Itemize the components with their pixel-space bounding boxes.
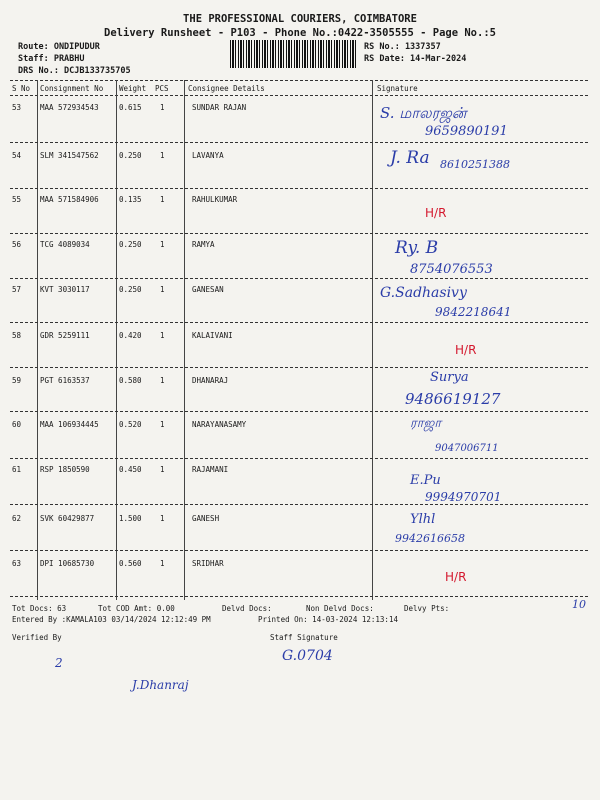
row-consignee: DHANARAJ xyxy=(192,376,229,385)
row-pcs: 1 xyxy=(160,151,165,160)
entered-by: Entered By :KAMALA103 03/14/2024 12:12:49 PM xyxy=(12,615,211,624)
row-signature: G.Sadhasivy xyxy=(380,285,467,301)
row-consignee: KALAIVANI xyxy=(192,331,233,340)
rs-date: RS Date: 14-Mar-2024 xyxy=(364,54,467,64)
row-status: H/R xyxy=(425,206,447,220)
runsheet-subtitle: Delivery Runsheet - P103 - Phone No.:0422-3505555 - Page No.:5 xyxy=(104,27,496,39)
row-consignee: NARAYANASAMY xyxy=(192,420,247,429)
row-consignment: TCG 4089034 xyxy=(40,240,90,249)
row-consignee: RAJAMANI xyxy=(192,465,229,474)
col-divider xyxy=(372,80,373,600)
row-consignment: RSP 1850590 xyxy=(40,465,90,474)
row-consignee: RAHULKUMAR xyxy=(192,195,238,204)
row-consignee: LAVANYA xyxy=(192,151,224,160)
row-signature: Ylhl xyxy=(410,512,436,527)
row-phone: 9994970701 xyxy=(425,490,502,504)
row-divider xyxy=(10,458,588,459)
row-weight: 0.560 xyxy=(119,559,142,568)
handwritten-count: 10 xyxy=(572,598,586,611)
row-phone: 8610251388 xyxy=(440,158,510,171)
row-consignee: SUNDAR RAJAN xyxy=(192,103,247,112)
row-divider xyxy=(10,504,588,505)
row-consignment: SVK 60429877 xyxy=(40,514,95,523)
row-signature: S. மாலரஜன் xyxy=(380,104,467,122)
verified-by-label: Verified By xyxy=(12,633,62,642)
col-sno: S No xyxy=(12,84,31,93)
row-consignee: GANESH xyxy=(192,514,220,523)
row-divider xyxy=(10,367,588,368)
row-weight: 1.500 xyxy=(119,514,142,523)
row-consignee: RAMYA xyxy=(192,240,215,249)
row-pcs: 1 xyxy=(160,514,165,523)
delvy-pts: Delvy Pts: xyxy=(404,604,450,613)
rs-number: RS No.: 1337357 xyxy=(364,42,441,52)
row-consignee: SRIDHAR xyxy=(192,559,224,568)
row-phone: 8754076553 xyxy=(410,262,493,277)
row-consignment: MAA 572934543 xyxy=(40,103,99,112)
tot-docs: Tot Docs: 63 xyxy=(12,604,67,613)
row-sno: 54 xyxy=(12,151,22,160)
row-consignment: GDR 5259111 xyxy=(40,331,90,340)
row-phone: 9842218641 xyxy=(435,305,512,319)
row-pcs: 1 xyxy=(160,195,165,204)
row-weight: 0.615 xyxy=(119,103,142,112)
row-weight: 0.520 xyxy=(119,420,142,429)
row-consignment: MAA 106934445 xyxy=(40,420,99,429)
row-sno: 53 xyxy=(12,103,22,112)
staff-signature-label: Staff Signature xyxy=(270,633,338,642)
table-bottom-rule xyxy=(10,596,588,597)
row-weight: 0.250 xyxy=(119,151,142,160)
col-pcs: PCS xyxy=(155,84,169,93)
row-pcs: 1 xyxy=(160,376,165,385)
col-signature: Signature xyxy=(377,84,418,93)
row-sno: 62 xyxy=(12,514,22,523)
row-status: H/R xyxy=(445,570,467,584)
row-divider xyxy=(10,550,588,551)
row-signature: Ry. B xyxy=(395,238,439,258)
non-delvd-docs: Non Delvd Docs: xyxy=(306,604,374,613)
col-divider xyxy=(116,80,117,600)
row-pcs: 1 xyxy=(160,285,165,294)
row-weight: 0.580 xyxy=(119,376,142,385)
row-consignment: MAA 571584906 xyxy=(40,195,99,204)
header-rule xyxy=(10,95,588,96)
row-sno: 58 xyxy=(12,331,22,340)
row-phone: 9942616658 xyxy=(395,532,465,545)
col-divider xyxy=(184,80,185,600)
row-weight: 0.420 xyxy=(119,331,142,340)
row-divider xyxy=(10,322,588,323)
col-divider xyxy=(37,80,38,600)
row-signature: J. Ra xyxy=(390,148,430,168)
row-signature: ராஜா xyxy=(410,416,442,431)
staff: Staff: PRABHU xyxy=(18,54,85,64)
verified-mark: 2 xyxy=(55,656,63,670)
verified-signature: J.Dhanraj xyxy=(132,678,189,692)
barcode xyxy=(230,40,356,68)
row-divider xyxy=(10,142,588,143)
tot-cod: Tot COD Amt: 0.00 xyxy=(98,604,175,613)
col-weight: Weight xyxy=(119,84,147,93)
row-phone: 9486619127 xyxy=(405,390,501,408)
drs-number: DRS No.: DCJB133735705 xyxy=(18,66,131,76)
row-divider xyxy=(10,233,588,234)
row-divider xyxy=(10,188,588,189)
row-sno: 59 xyxy=(12,376,22,385)
row-consignment: DPI 10685730 xyxy=(40,559,95,568)
delvd-docs: Delvd Docs: xyxy=(222,604,272,613)
row-weight: 0.135 xyxy=(119,195,142,204)
row-divider xyxy=(10,411,588,412)
row-consignee: GANESAN xyxy=(192,285,224,294)
col-consignment: Consignment No xyxy=(40,84,104,93)
row-phone: 9659890191 xyxy=(425,124,508,139)
table-top-rule xyxy=(10,80,588,81)
row-pcs: 1 xyxy=(160,103,165,112)
row-status: H/R xyxy=(455,343,477,357)
row-pcs: 1 xyxy=(160,559,165,568)
row-weight: 0.450 xyxy=(119,465,142,474)
row-pcs: 1 xyxy=(160,240,165,249)
staff-signature: G.0704 xyxy=(282,648,333,664)
row-pcs: 1 xyxy=(160,420,165,429)
row-sno: 63 xyxy=(12,559,22,568)
row-signature: E.Pu xyxy=(410,473,441,488)
row-signature: Surya xyxy=(430,370,469,385)
row-consignment: PGT 6163537 xyxy=(40,376,90,385)
col-consignee: Consignee Details xyxy=(188,84,265,93)
row-sno: 55 xyxy=(12,195,22,204)
row-consignment: KVT 3030117 xyxy=(40,285,90,294)
row-consignment: SLM 341547562 xyxy=(40,151,99,160)
row-sno: 57 xyxy=(12,285,22,294)
row-phone: 9047006711 xyxy=(435,443,499,454)
company-title: THE PROFESSIONAL COURIERS, COIMBATORE xyxy=(183,13,417,25)
row-divider xyxy=(10,278,588,279)
row-sno: 61 xyxy=(12,465,22,474)
route: Route: ONDIPUDUR xyxy=(18,42,100,52)
row-pcs: 1 xyxy=(160,465,165,474)
row-weight: 0.250 xyxy=(119,240,142,249)
row-pcs: 1 xyxy=(160,331,165,340)
row-sno: 60 xyxy=(12,420,22,429)
printed-on: Printed On: 14-03-2024 12:13:14 xyxy=(258,615,398,624)
row-weight: 0.250 xyxy=(119,285,142,294)
row-sno: 56 xyxy=(12,240,22,249)
